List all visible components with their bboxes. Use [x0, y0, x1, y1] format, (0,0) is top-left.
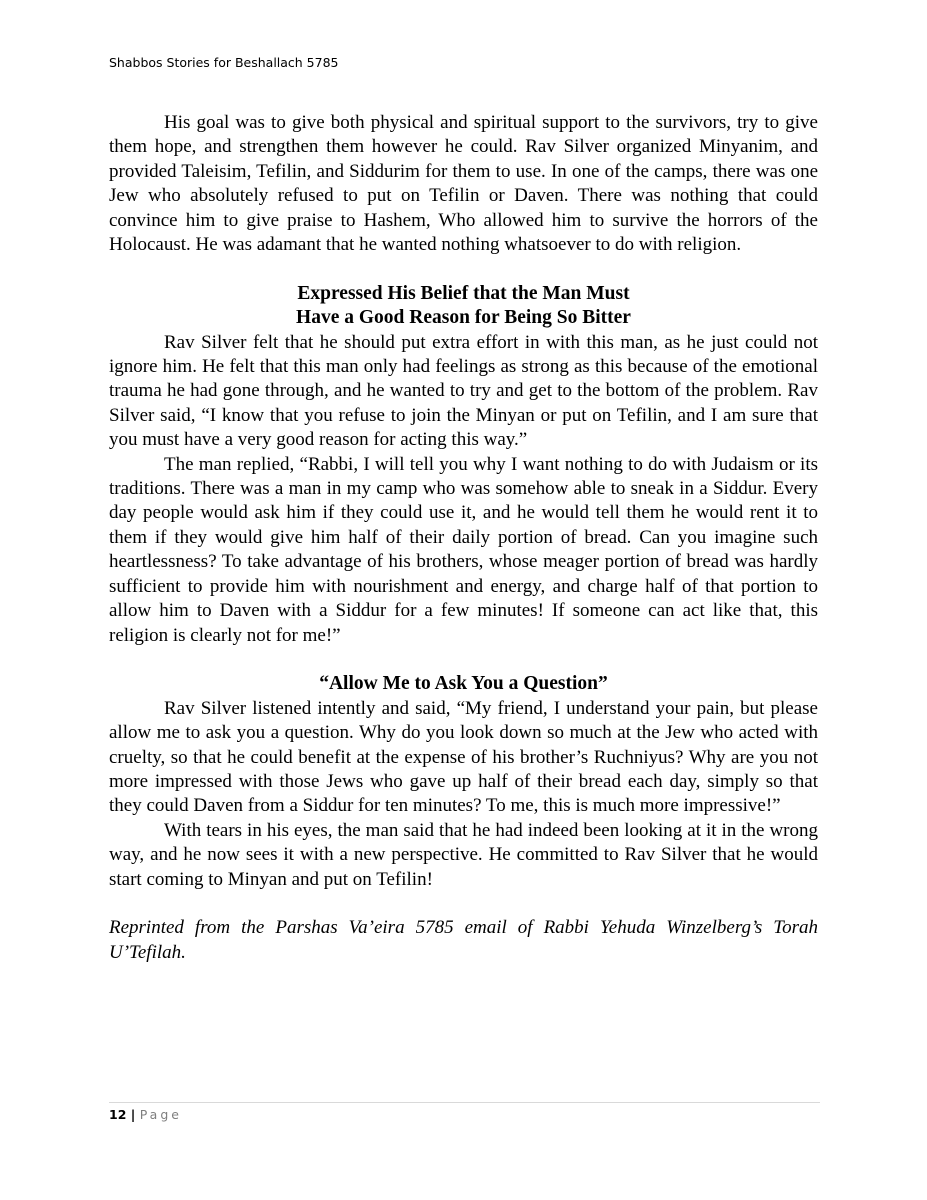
footer-separator: | [126, 1107, 140, 1122]
page-footer [109, 1107, 182, 1122]
spacer [109, 648, 818, 672]
spacer [109, 892, 818, 916]
section-heading-belief-line1: Expressed His Belief that the Man Must [297, 282, 630, 304]
reprint-credit: Reprinted from the Parshas Va’eira 5785 email of Rabbi Yehuda Winzelberg’s Torah U’Tefilah. [109, 917, 818, 963]
article-body [109, 111, 818, 965]
running-header: Shabbos Stories for Beshallach 5785 [109, 55, 339, 70]
section-heading-question: “Allow Me to Ask You a Question” [319, 673, 608, 695]
section-heading-belief-line2: Have a Good Reason for Being So Bitter [296, 307, 631, 329]
footer-divider [109, 1102, 820, 1103]
paragraph-extra-effort: Rav Silver felt that he should put extra effort in with this man, as he just could not ignore him. He felt that this man only had feelings as strong as this because of the emotional trauma he had gone through, and he wanted to try and get to the bottom of the problem. Rav Silver said, “I know that you refuse to join the Minyan or put on Tefilin, and I am sure that you must have a very good reason for acting this way.” [109, 331, 818, 451]
page-number: 12 [109, 1107, 127, 1122]
page-label: Page [139, 1107, 182, 1122]
spacer [109, 257, 818, 281]
paragraph-goal: His goal was to give both physical and spiritual support to the survivors, try to give them hope, and strengthen them however he could. Rav Silver organized Minyanim, and provided Taleisim, Tefilin, and Siddurim for them to use. In one of the camps, there was one Jew who absolutely refused to put on Tefilin or Daven. There was nothing that could convince him to give praise to Hashem, Who allowed him to survive the horrors of the Holocaust. He was adamant that he wanted nothing whatsoever to do with religion. [109, 112, 818, 256]
paragraph-tears: With tears in his eyes, the man said that he had indeed been looking at it in the wrong way, and he now sees it with a new perspective. He committed to Rav Silver that he would start coming to Minyan and put on Tefilin! [109, 819, 818, 890]
paragraph-man-replied: The man replied, “Rabbi, I will tell you why I want nothing to do with Judaism or its traditions. There was a man in my camp who was somehow able to sneak in a Siddur. Every day people would ask him if they could use it, and he would tell them he would rent it to them if they would give him half of their daily portion of bread. Can you imagine such heartlessness? To take advantage of his brothers, whose meager portion of bread was hardly sufficient to provide him with nourishment and energy, and charge half of that portion to allow him to Daven with a Siddur for a few minutes! If someone can act like that, this religion is clearly not for me!” [109, 453, 818, 646]
paragraph-rav-listened: Rav Silver listened intently and said, “My friend, I understand your pain, but please allow me to ask you a question. Why do you look down so much at the Jew who acted with cruelty, so that he could benefit at the expense of his brother’s Ruchniyus? Why are you not more impressed with those Jews who gave up half of their bread each day, simply so that they could Daven from a Siddur for ten minutes? To me, this is much more impressive!” [109, 697, 818, 817]
